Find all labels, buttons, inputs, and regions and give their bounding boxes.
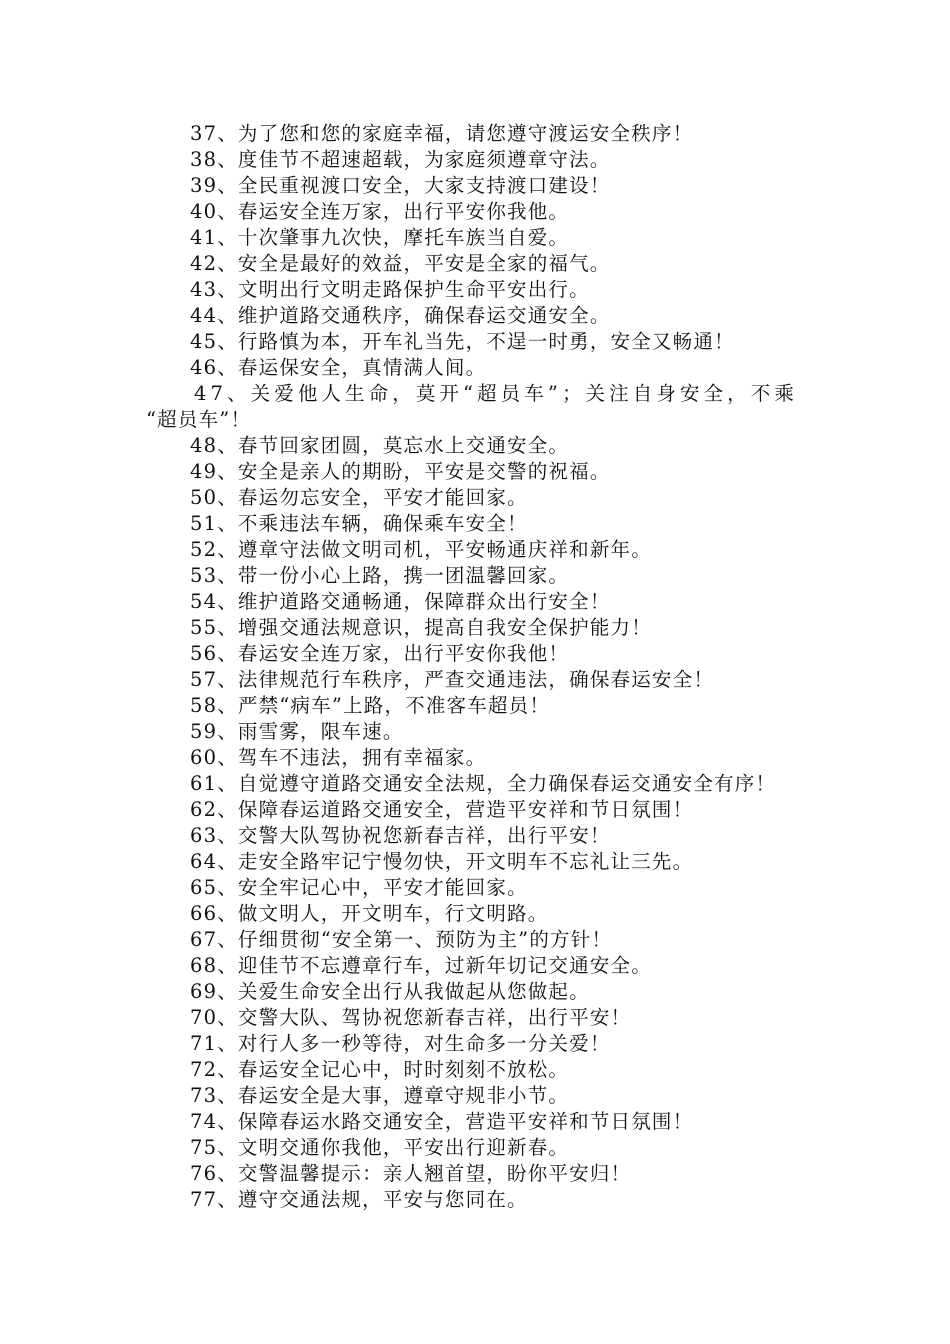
- list-item: 54、维护道路交通畅通，保障群众出行安全！: [190, 590, 611, 613]
- list-item: 45、行路慎为本，开车礼当先，不逞一时勇，安全又畅通！: [190, 330, 735, 353]
- list-item: 59、雨雪雾，限车速。: [190, 720, 404, 743]
- list-item: 60、驾车不违法，拥有幸福家。: [190, 746, 487, 769]
- list-item: 71、对行人多一秒等待，对生命多一分关爱！: [190, 1032, 611, 1055]
- list-item: 47、关爱他人生命，莫开“超员车”；关注自身安全，不乘: [194, 382, 798, 405]
- list-item: 43、文明出行文明走路保护生命平安出行。: [190, 278, 590, 301]
- list-item: 37、为了您和您的家庭幸福，请您遵守渡运安全秩序！: [190, 122, 694, 145]
- list-item: 70、交警大队、驾协祝您新春吉祥，出行平安！: [190, 1006, 632, 1029]
- list-item: 50、春运勿忘安全，平安才能回家。: [190, 486, 528, 509]
- list-item: 67、仔细贯彻“安全第一、预防为主”的方针！: [190, 928, 613, 951]
- list-item: 46、春运保安全，真情满人间。: [190, 356, 487, 379]
- list-item: 57、法律规范行车秩序，严查交通违法，确保春运安全！: [190, 668, 715, 691]
- list-item: 41、十次肇事九次快，摩托车族当自爱。: [190, 226, 570, 249]
- list-item: 53、带一份小心上路，携一团温馨回家。: [190, 564, 570, 587]
- list-item: 42、安全是最好的效益，平安是全家的福气。: [190, 252, 611, 275]
- list-item: 49、安全是亲人的期盼，平安是交警的祝福。: [190, 460, 611, 483]
- list-item: 55、增强交通法规意识，提高自我安全保护能力！: [190, 616, 652, 639]
- list-item: 39、全民重视渡口安全，大家支持渡口建设！: [190, 174, 611, 197]
- list-item: 75、文明交通你我他，平安出行迎新春。: [190, 1136, 570, 1159]
- list-item: 44、维护道路交通秩序，确保春运交通安全。: [190, 304, 611, 327]
- list-item: 76、交警温馨提示：亲人翘首望，盼你平安归！: [190, 1162, 632, 1185]
- list-item: 63、交警大队驾协祝您新春吉祥，出行平安！: [190, 824, 611, 847]
- list-item: 38、度佳节不超速超载，为家庭须遵章守法。: [190, 148, 611, 171]
- slogan-list: [0, 121, 950, 1213]
- list-item: 74、保障春运水路交通安全，营造平安祥和节日氛围！: [190, 1110, 694, 1133]
- list-item: 51、不乘违法车辆，确保乘车安全！: [190, 512, 528, 535]
- list-item: 77、遵守交通法规，平安与您同在。: [190, 1188, 528, 1211]
- list-item: 61、自觉遵守道路交通安全法规，全力确保春运交通安全有序！: [190, 772, 777, 795]
- list-item: 52、遵章守法做文明司机，平安畅通庆祥和新年。: [190, 538, 652, 561]
- list-item: 73、春运安全是大事，遵章守规非小节。: [190, 1084, 570, 1107]
- list-item: 56、春运安全连万家，出行平安你我他！: [190, 642, 570, 665]
- list-item: 40、春运安全连万家，出行平安你我他。: [190, 200, 570, 223]
- list-item: 72、春运安全记心中，时时刻刻不放松。: [190, 1058, 570, 1081]
- list-item: 48、春节回家团圆，莫忘水上交通安全。: [190, 434, 570, 457]
- list-item: 66、做文明人，开文明车，行文明路。: [190, 902, 549, 925]
- list-item: 58、严禁“病车”上路，不准客车超员！: [190, 694, 551, 717]
- list-item-continuation: “超员车”！: [146, 408, 252, 431]
- list-item: 65、安全牢记心中，平安才能回家。: [190, 876, 528, 899]
- list-item: 64、走安全路牢记宁慢勿快，开文明车不忘礼让三先。: [190, 850, 694, 873]
- list-item: 69、关爱生命安全出行从我做起从您做起。: [190, 980, 590, 1003]
- list-item: 68、迎佳节不忘遵章行车，过新年切记交通安全。: [190, 954, 652, 977]
- list-item: 62、保障春运道路交通安全，营造平安祥和节日氛围！: [190, 798, 694, 821]
